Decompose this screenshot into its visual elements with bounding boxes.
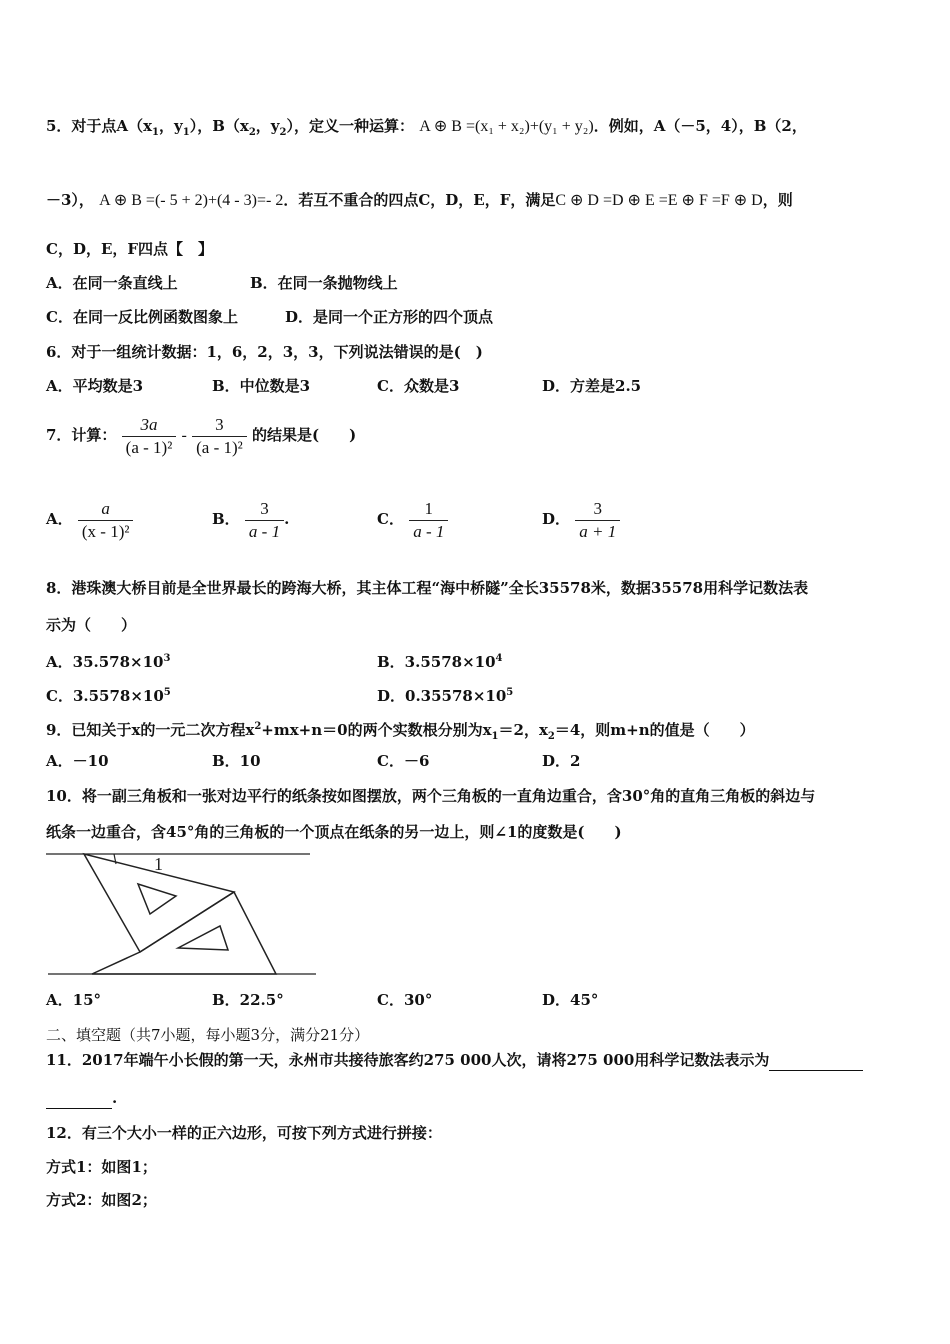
q7-option-c-fraction [409, 498, 448, 543]
q7-option-c-label: C． [377, 510, 404, 528]
q10-figure-triangles [44, 850, 320, 980]
q7-stem [46, 410, 356, 461]
q9-text: +mx+n＝0的两个实数根分别为x [261, 721, 492, 739]
q8-option-b [377, 649, 503, 672]
triangle-45-hole [178, 926, 228, 950]
q7-option-b-den: a - 1 [248, 521, 281, 541]
triangle-30-hole [138, 884, 176, 914]
q9-option-d: D．2 [542, 752, 581, 770]
q5-option-d: D．是同一个正方形的四个顶点 [285, 308, 494, 326]
q8-option-a-exp: 3 [163, 653, 171, 664]
q8-option-d-text: D．0.35578×10 [377, 687, 507, 705]
q5-text: ．若互不重合的四点C，D，E，F，满足 [283, 191, 556, 209]
q5-option-a: A．在同一条直线上 [46, 274, 178, 292]
q10-option-c: C．30° [377, 991, 433, 1009]
q8-option-a-text: A．35.578×10 [46, 653, 164, 671]
q5-formula-example: A ⊕ B =(- 5 + 2)+(4 - 3)=- 2 [99, 192, 284, 209]
q5-text: ，y [255, 117, 280, 135]
q10-line1: 10．将一副三角板和一张对边平行的纸条按如图摆放，两个三角板的一直角边重合，含30°角的直角三角板的斜边与 [46, 787, 816, 805]
q9-option-a: A．－10 [46, 752, 109, 770]
q7-fraction-2-den: (a - 1)² [196, 437, 243, 457]
q9-text: 9．已知关于x的一元二次方程x [46, 721, 255, 739]
q7-fraction-1-num: 3a [122, 414, 177, 437]
q5-text: ），B（x [189, 117, 249, 135]
section-2-heading: 二、填空题（共7小题，每小题3分，满分21分） [46, 1026, 370, 1044]
q5-formula-definition: A ⊕ B =(x₁ + x₂)+(y₁ + y₂) [419, 118, 594, 135]
q11-answer-blank[interactable] [769, 1050, 863, 1071]
q7-option-d [542, 494, 620, 544]
q9-text: ＝4，则m+n的值是（ ） [554, 721, 755, 739]
q6-option-a: A．平均数是3 [46, 377, 144, 395]
q9-option-b: B．10 [212, 752, 261, 770]
q7-option-c-num: 1 [409, 498, 448, 521]
q8-option-c-exp: 5 [163, 687, 171, 698]
q7-option-d-num: 3 [575, 498, 620, 521]
q6-option-b: B．中位数是3 [212, 377, 311, 395]
q7-option-a-den: (x - 1)² [81, 521, 130, 541]
q7-option-b-label: B． [212, 510, 240, 528]
q6-option-d: D．方差是2.5 [542, 377, 642, 395]
q9-text: ＝2，x [498, 721, 548, 739]
q8-option-b-text: B．3.5578×10 [377, 653, 496, 671]
q5-text: ），定义一种运算： [286, 117, 414, 135]
q7-option-d-label: D． [542, 510, 571, 528]
q8-option-d-exp: 5 [506, 687, 514, 698]
q12-way2: 方式2：如图2； [46, 1191, 157, 1209]
q12-way1: 方式1：如图1； [46, 1158, 157, 1176]
q10-option-b: B．22.5° [212, 991, 284, 1009]
q11-answer-blank-cont[interactable] [46, 1088, 112, 1109]
q11-text: 11．2017年端午小长假的第一天，永州市共接待旅客约275 000人次，请将275 000用科学记数法表示为 [46, 1051, 770, 1069]
q7-option-a-fraction [78, 498, 134, 543]
q7-option-a-num: a [78, 498, 134, 521]
triangle-45-outline [92, 892, 276, 974]
q7-option-a [46, 494, 133, 544]
q8-option-c [46, 683, 171, 706]
q5-text: ．例如，A（－5，4），B（2， [593, 117, 807, 135]
q8-option-a [46, 649, 170, 672]
q7-option-b [212, 494, 289, 544]
q7-text: 的结果是( ) [251, 426, 357, 444]
q7-minus: - [181, 427, 187, 444]
q5-text: ，则 [762, 191, 793, 209]
q6-option-c: C．众数是3 [377, 377, 460, 395]
q10-option-d: D．45° [542, 991, 599, 1009]
q5-option-c: C．在同一反比例函数图象上 [46, 308, 238, 326]
q7-fraction-1 [122, 414, 177, 459]
q8-line1: 8．港珠澳大桥目前是全世界最长的跨海大桥，其主体工程“海中桥隧”全长35578米，数据35578用科学记数法表 [46, 579, 809, 597]
q9-stem: 9．已知关于x的一元二次方程$x^2+mx+n=0$的两个实数根分别为$x_1=2$，$x_2=4$，则m+n的值是（ ） [46, 721, 755, 742]
q7-option-b-tail: . [284, 510, 290, 528]
q7-text: 7．计算： [46, 426, 117, 444]
q7-fraction-2-num: 3 [192, 414, 247, 437]
q7-option-c-den: a - 1 [413, 521, 445, 541]
q12-stem: 12．有三个大小一样的正六边形，可按下列方式进行拼接： [46, 1124, 442, 1142]
q11-line2 [46, 1088, 117, 1109]
angle-1-label: 1 [154, 854, 163, 874]
q5-line3: C，D，E，F四点【 】 [46, 240, 214, 258]
q7-option-d-den: a + 1 [579, 521, 617, 541]
q5-text: 5．对于点A（x [46, 117, 153, 135]
q10-line2: 纸条一边重合，含45°角的三角板的一个顶点在纸条的另一边上，则∠1的度数是( ) [46, 823, 622, 841]
q7-option-c [377, 494, 448, 544]
q9-option-c: C．－6 [377, 752, 430, 770]
q11-period: . [112, 1089, 118, 1107]
q5-option-b: B．在同一条抛物线上 [250, 274, 398, 292]
q11-line1 [46, 1050, 863, 1071]
q8-option-d [377, 683, 513, 706]
q5-formula-condition: C ⊕ D =D ⊕ E =E ⊕ F =F ⊕ D [555, 192, 763, 209]
q7-fraction-2 [192, 414, 247, 459]
q8-line2: 示为（ ） [46, 616, 137, 634]
q7-option-b-fraction [245, 498, 284, 543]
q6-stem: 6．对于一组统计数据：1，6，2，3，3，下列说法错误的是( ) [46, 343, 483, 361]
q5-text: －3）， [46, 191, 94, 209]
q7-option-d-fraction [575, 498, 620, 543]
q8-option-c-text: C．3.5578×10 [46, 687, 164, 705]
q5-text: ，y [159, 117, 183, 135]
q10-option-a: A．15° [46, 991, 102, 1009]
q7-fraction-1-den: (a - 1)² [125, 437, 173, 457]
q5-line1: 5．对于点$A(x_1$，$y_1$），$B(x_2$，$y_2$），定义一种运算： A ⊕ B =(x₁ + x₂)+(y₁ + y₂)．例如，A（－5，4），B（2， [46, 117, 807, 138]
q7-option-b-num: 3 [245, 498, 284, 521]
q8-option-b-exp: 4 [495, 653, 503, 664]
q7-option-a-label: A． [46, 510, 73, 528]
q5-line2 [46, 190, 793, 211]
